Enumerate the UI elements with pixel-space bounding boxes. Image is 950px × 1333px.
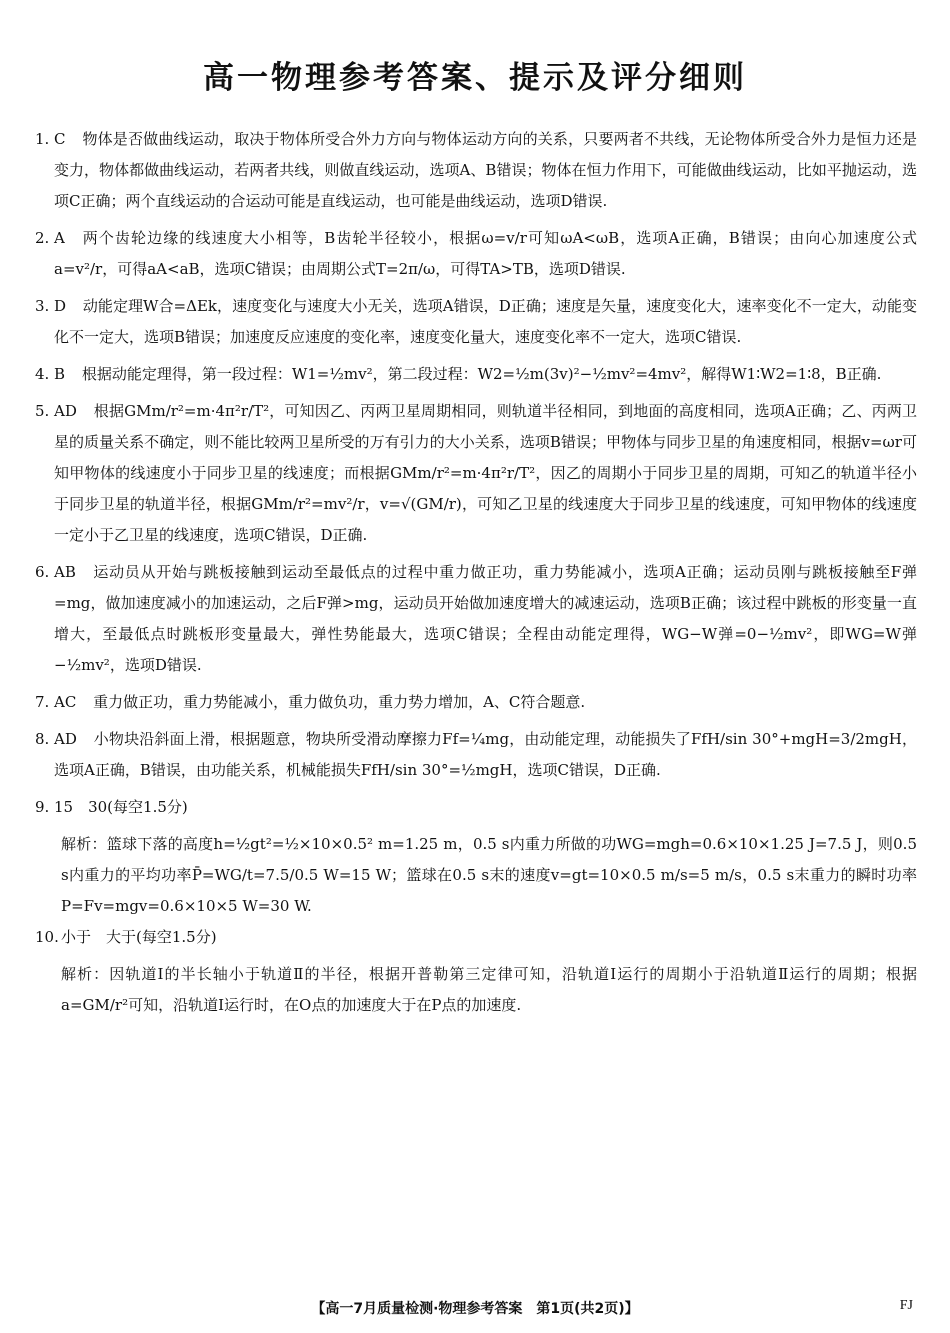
item-number: 10. <box>35 928 59 946</box>
item-explanation: 根据动能定理得，第一段过程：W1=½mv²，第二段过程：W2=½m(3v)²−½mv²=4mv²，解得W1∶W2=1∶8，B正确. <box>81 365 882 383</box>
answer-item-6 <box>35 557 917 681</box>
item-number: 9. <box>35 798 50 816</box>
item-explanation: 运动员从开始与跳板接触到运动至最低点的过程中重力做正功，重力势能减小，选项A正确；运动员刚与跳板接触至F弹=mg，做加速度减小的加速运动，之后F弹>mg，运动员开始做加速度增大的减速运动，选项B正确；该过程中跳板的形变量一直增大，至最低点时跳板形变量最大，弹性势能最大，选项C错误；全程由动能定理得，WG−W弹=0−½mv²，即WG=W弹−½mv²，选项D错误. <box>54 563 917 674</box>
item-answer: B <box>54 365 66 383</box>
item-explanation: 根据GMm/r²=m·4π²r/T²，可知因乙、丙两卫星周期相同，则轨道半径相同，到地面的高度相同，选项A正确；乙、丙两卫星的质量关系不确定，则不能比较两卫星所受的万有引力的大小关系，选项B错误；甲物体与同步卫星的角速度相同，根据v=ωr可知甲物体的线速度小于同步卫星的线速度；而根据GMm/r²=m·4π²r/T²，因乙的周期小于同步卫星的周期，可知乙的轨道半径小于同步卫星的轨道半径，根据GMm/r²=mv²/r，v=√(GM/r)，可知乙卫星的线速度大于同步卫星的线速度，可知甲物体的线速度一定小于乙卫星的线速度，选项C错误，D正确. <box>54 402 917 544</box>
item-number: 7. <box>35 693 50 711</box>
item-explanation: 物体是否做曲线运动，取决于物体所受合外力方向与物体运动方向的关系，只要两者不共线，无论物体所受合外力是恒力还是变力，物体都做曲线运动，若两者共线，则做直线运动，选项A、B错误；物体在恒力作用下，可能做曲线运动，比如平抛运动，选项C正确；两个直线运动的合运动可能是直线运动，也可能是曲线运动，选项D错误. <box>54 130 917 210</box>
item-10-solution: 解析：因轨道Ⅰ的半长轴小于轨道Ⅱ的半径，根据开普勒第三定律可知，沿轨道Ⅰ运行的周期小于沿轨道Ⅱ运行的周期；根据a=GM/r²可知，沿轨道Ⅰ运行时，在O点的加速度大于在P点的加速度. <box>61 965 917 1014</box>
item-9-solution: 解析：篮球下落的高度h=½gt²=½×10×0.5² m=1.25 m，0.5 s内重力所做的功WG=mgh=0.6×10×1.25 J=7.5 J，则0.5 s内重力的平均功率P̄=WG/t=7.5/0.5 W=15 W；篮球在0.5 s末的速度v=gt=10×0.5 m/s=5 m/s，0.5 s末重力的瞬时功率P=Fv=mgv=0.6×10×5 W=30 W. <box>61 835 917 915</box>
item-answer: AB <box>54 563 76 581</box>
item-answer: 小于 大于(每空1.5分) <box>61 928 217 946</box>
answer-item-9 <box>35 792 917 823</box>
item-number: 1. <box>35 130 50 148</box>
answer-item-8 <box>35 724 917 786</box>
answer-item-3 <box>35 291 917 353</box>
item-explanation: 动能定理W合=ΔEk，速度变化与速度大小无关，选项A错误，D正确；速度是矢量，速度变化大，速率变化不一定大，动能变化不一定大，选项B错误；加速度反应速度的变化率，速度变化量大，速度变化率不一定大，选项C错误. <box>54 297 917 346</box>
item-answer: A <box>54 229 65 247</box>
item-number: 2. <box>35 229 50 247</box>
item-explanation: 小物块沿斜面上滑，根据题意，物块所受滑动摩擦力Ff=¼mg，由动能定理，动能损失了FfH/sin 30°+mgH=3/2mgH，选项A正确，B错误，由功能关系，机械能损失FfH/sin 30°=½mgH，选项C错误，D正确. <box>54 730 917 779</box>
answer-item-4 <box>35 359 917 390</box>
item-answer: AD <box>54 730 77 748</box>
item-number: 3. <box>35 297 50 315</box>
item-number: 5. <box>35 402 50 420</box>
item-explanation: 两个齿轮边缘的线速度大小相等，B齿轮半径较小，根据ω=v/r可知ωA<ωB，选项A正确，B错误；由向心加速度公式a=v²/r，可得aA<aB，选项C错误；由周期公式T=2π/ω，可得TA>TB，选项D错误. <box>54 229 917 278</box>
item-answer: C <box>54 130 66 148</box>
page-title: 高一物理参考答案、提示及评分细则 <box>203 60 747 96</box>
footer-code: FJ <box>899 1298 913 1313</box>
answer-item-1 <box>35 124 917 217</box>
item-number: 6. <box>35 563 50 581</box>
item-number: 4. <box>35 365 50 383</box>
item-answer: 15 30(每空1.5分) <box>54 798 188 816</box>
item-number: 8. <box>35 730 50 748</box>
answer-list <box>35 124 917 1021</box>
answer-item-10 <box>35 922 917 953</box>
item-explanation: 重力做正功，重力势能减小，重力做负功，重力势力增加，A、C符合题意. <box>93 693 586 711</box>
page-footer: 【高一7月质量检测·物理参考答案 第1页(共2页)】 <box>311 1301 639 1317</box>
item-answer: D <box>54 297 67 315</box>
answer-item-7 <box>35 687 917 718</box>
item-answer: AC <box>54 693 77 711</box>
answer-item-5 <box>35 396 917 551</box>
item-answer: AD <box>54 402 77 420</box>
answer-item-2 <box>35 223 917 285</box>
